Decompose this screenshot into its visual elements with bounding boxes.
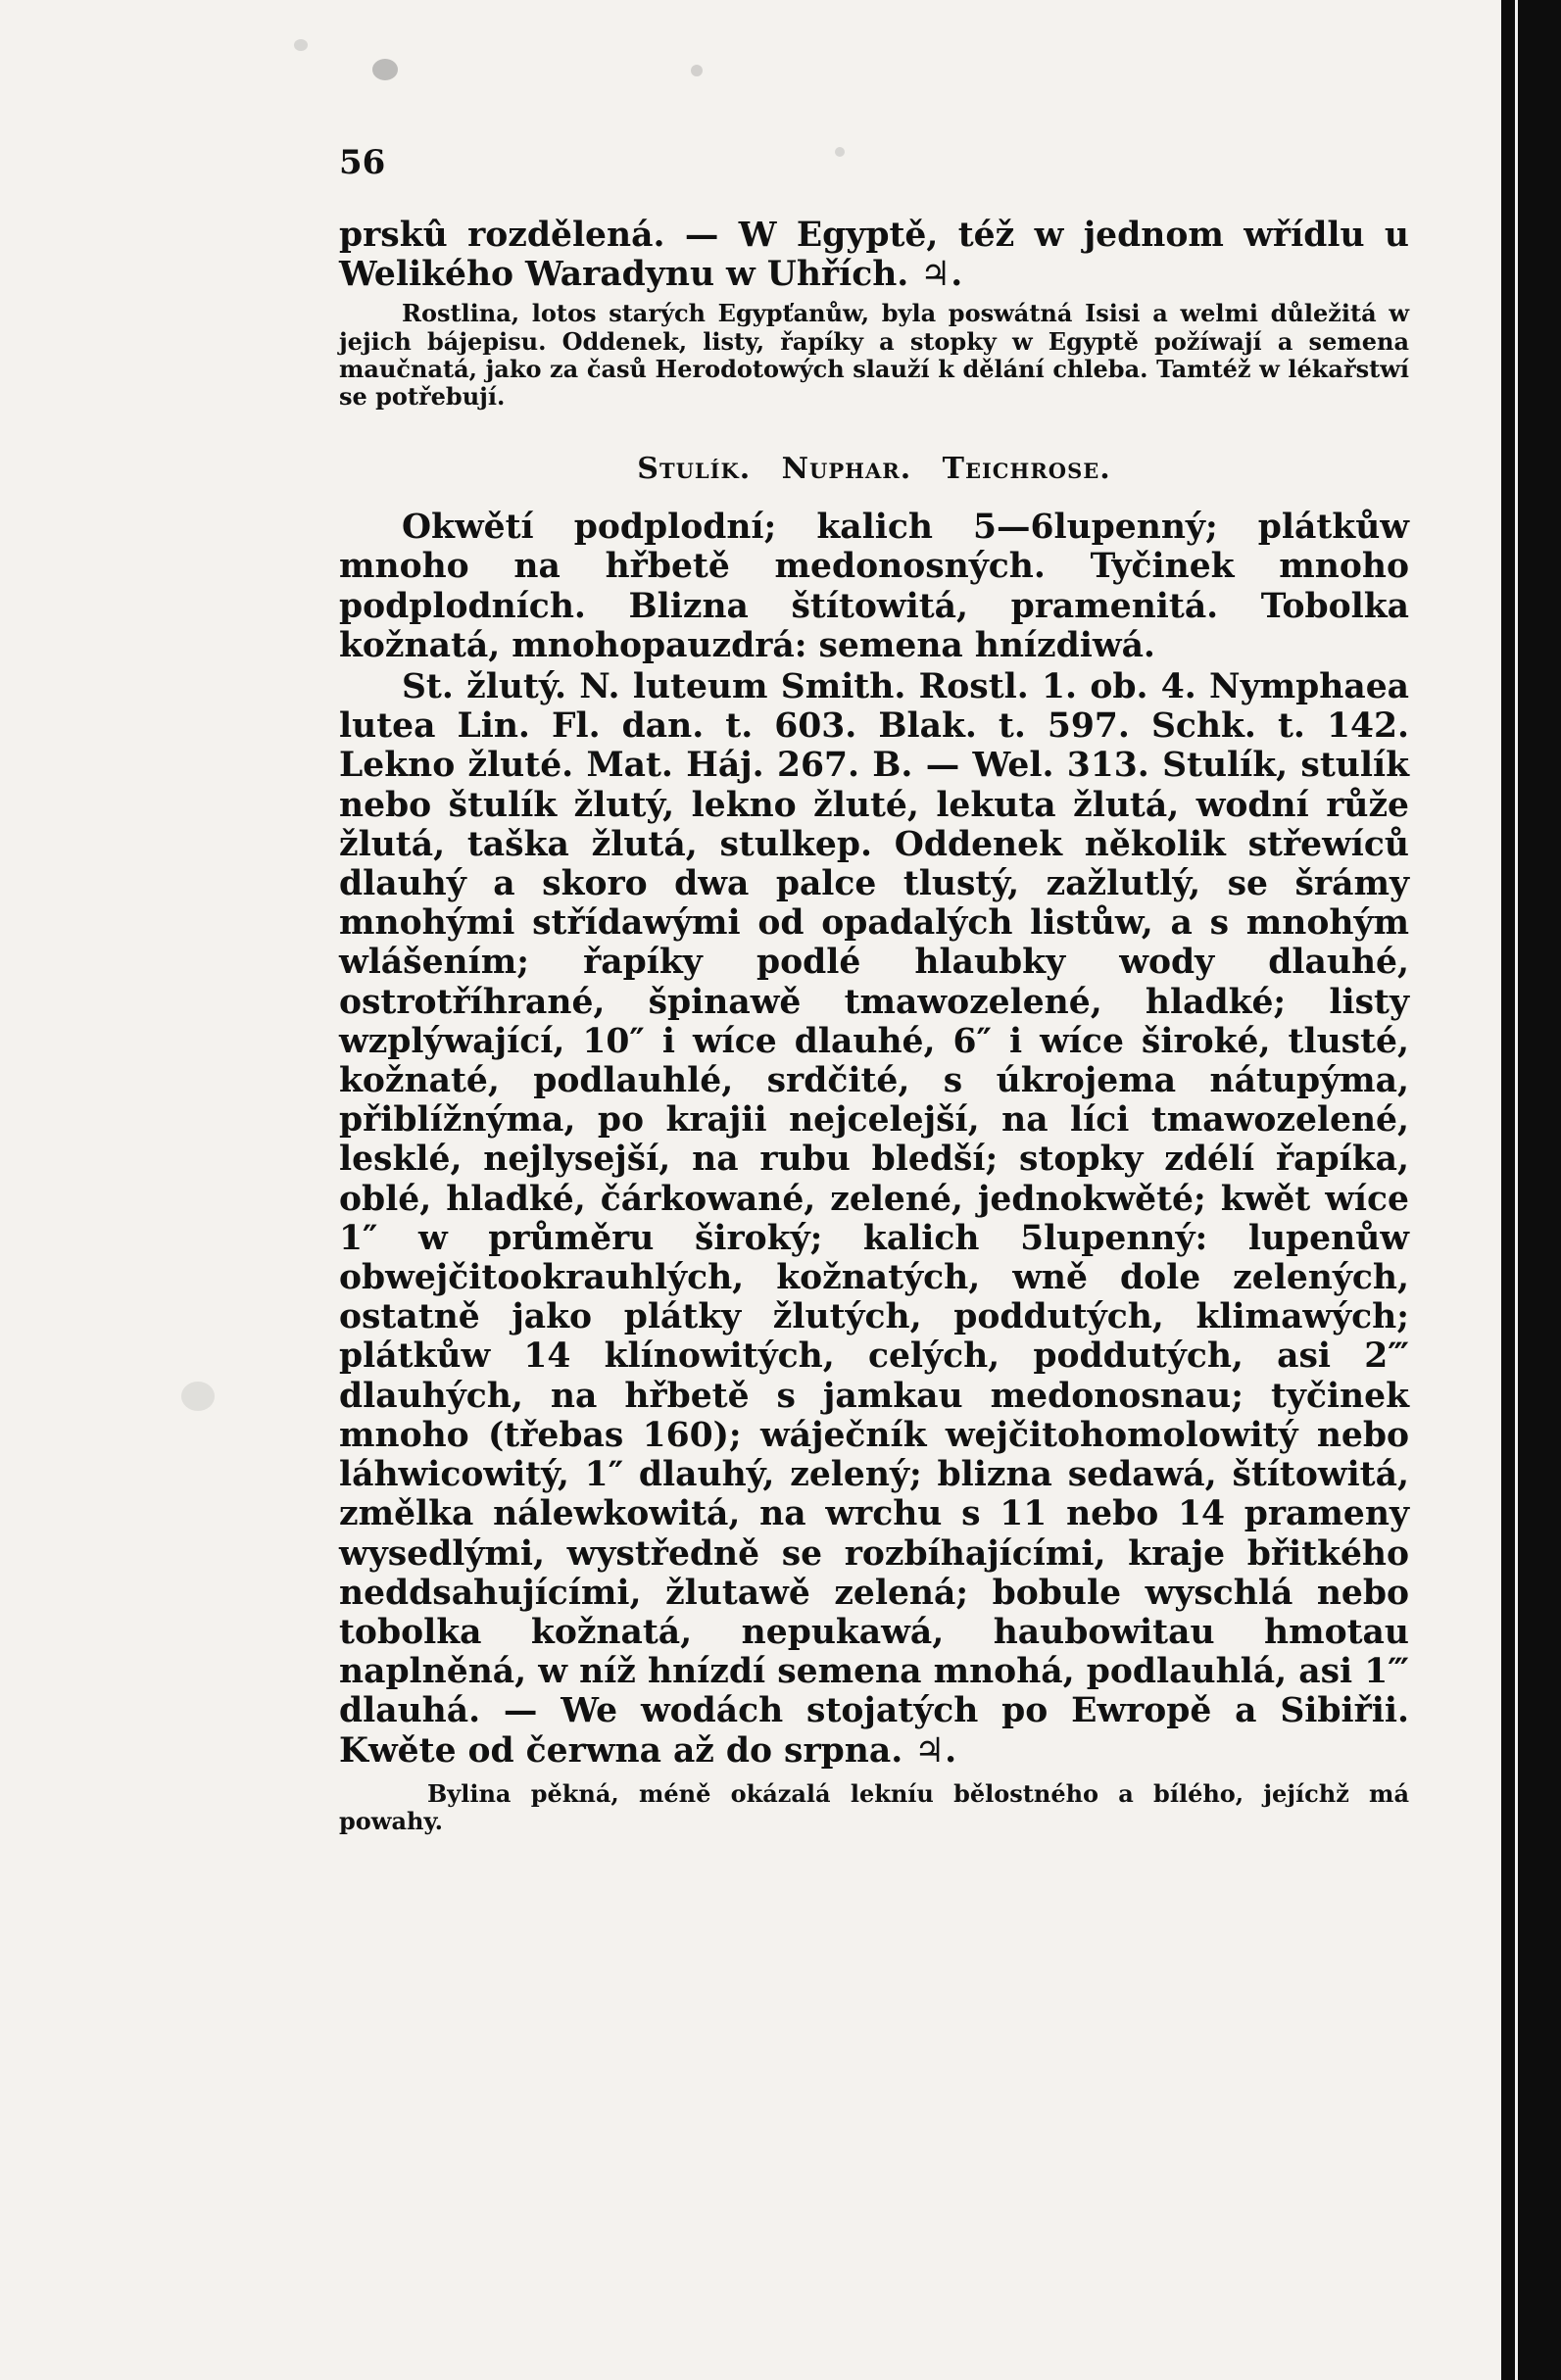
page-blot	[294, 39, 308, 51]
footnote-bylina: Bylina pěkná, méně okázalá lekníu bělostného a bílého, jejíchž má powahy.	[339, 1778, 1409, 1835]
page-blot	[835, 147, 845, 157]
scan-edge	[1501, 0, 1561, 2380]
genus-latin-name: Nuphar.	[781, 452, 912, 487]
scan-edge-line	[1515, 0, 1518, 2380]
page-content	[339, 216, 1409, 1835]
genus-description: Okwětí podplodní; kalich 5—6lupenný; plátkůw mnoho na hřbetě medonosných. Tyčinek mnoho podplodních. Blizna štítowitá, pramenitá. Tobolka kožnatá, mnohopauzdrá: semena hnízdiwá.	[339, 508, 1409, 665]
genus-german-name: Teichrose.	[942, 452, 1111, 487]
genus-heading	[339, 452, 1409, 486]
genus-czech-name: Stulík.	[637, 452, 752, 487]
footnote-lotos: Rostlina, lotos starých Egypťanůw, byla poswátná Isisi a welmi důležitá w jejich bájepisu. Oddenek, listy, řapíky a stopky w Egyptě požíwají a semena maučnatá, jako za časů Herodotowých slauží k dělání chleba. Tamtéž w lékařstwí se potřebují.	[339, 299, 1409, 412]
paragraph-intro-end: prskû rozdělená. — W Egyptě, též w jednom wřídlu u Welikého Waradynu w Uhřích. ♃.	[339, 216, 1409, 295]
species-description: St. žlutý. N. luteum Smith. Rostl. 1. ob. 4. Nymphaea lutea Lin. Fl. dan. t. 603. Blak. t. 597. Schk. t. 142. Lekno žluté. Mat. Háj. 267. B. — Wel. 313. Stulík, stulík nebo štulík žlutý, lekno žluté, lekuta žlutá, wodní růže žlutá, taška žlutá, stulkep. Oddenek několik střewíců dlauhý a skoro dwa palce tlustý, zažlutlý, se šrámy mnohými střídawými od opadalých listůw, a s mnohým wlášením; řapíky podlé hlaubky wody dlauhé, ostrotříhrané, špinawě tmawozelené, hladké; listy wzplýwající, 10″ i wíce dlauhé, 6″ i wíce široké, tlusté, kožnaté, podlauhlé, srdčité, s úkrojema nátupýma, přiblížnýma, po krajii nejcelejší, na líci tmawozelené, lesklé, nejlysejší, na rubu bledší; stopky zdélí řapíka, oblé, hladké, čárkowané, zelené, jednokwěté; kwět wíce 1″ w průměru široký; kalich 5lupenný: lupenůw obwejčitookrauhlých, kožnatých, wně dole zelených, ostatně jako plátky žlutých, poddutých, klimawých; plátkůw 14 klínowitých, celých, poddutých, asi 2‴ dlauhých, na hřbetě s jamkau medonosnau; tyčinek mnoho (třebas 160); wáječník wejčitohomolowitý nebo láhwicowitý, 1″ dlauhý, zelený; blizna sedawá, štítowitá, změlka nálewkowitá, na wrchu s 11 nebo 14 prameny wysedlými, wystředně se rozbíhajícími, kraje břitkého neddsahujícími, žlutawě zelená; bobule wyschlá nebo tobolka kožnatá, nepukawá, haubowitau hmotau naplněná, w níž hnízdí semena mnohá, podlauhlá, asi 1‴ dlauhá. — We wodách stojatých po Ewropě a Sibiřii. Kwěte od čerwna až do srpna. ♃.	[339, 667, 1409, 1771]
page-blot	[181, 1382, 215, 1411]
page-blot	[691, 65, 703, 76]
page-blot	[372, 59, 398, 80]
page-number: 56	[339, 143, 386, 182]
